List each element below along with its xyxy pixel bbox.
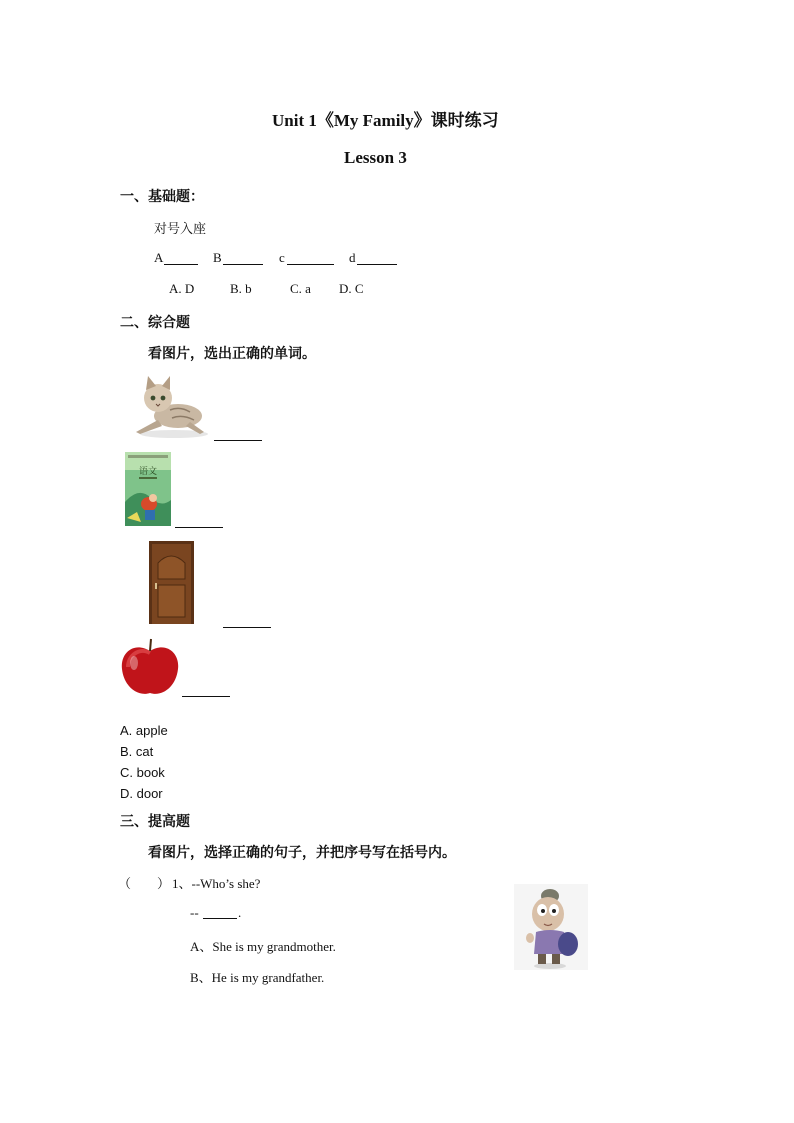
book-picture (125, 452, 171, 526)
blank-d-line[interactable] (357, 264, 397, 265)
choice-b: B. cat (120, 744, 154, 759)
section2-instruction: 看图片，选出正确的单词。 (148, 346, 316, 362)
section2-heading: 二、综合题 (120, 315, 190, 331)
question-1: 1、--Who’s she? (172, 876, 261, 891)
blank-a-line[interactable] (164, 264, 198, 265)
option-grandfather: B、He is my grandfather. (190, 970, 325, 985)
section1-heading: 一、基础题： (120, 189, 204, 205)
answer-blank-line[interactable] (203, 918, 237, 919)
option-a: A. D (169, 281, 195, 296)
answer-bracket[interactable]: （ ） (118, 877, 171, 892)
door-picture (149, 541, 194, 624)
lesson-title: Lesson 3 (344, 148, 407, 167)
section3-heading: 三、提高题 (120, 814, 190, 830)
option-d: D. C (339, 281, 364, 296)
apple-picture (120, 639, 180, 697)
blank-b-label: B (213, 250, 222, 265)
section1-instruction: 对号入座 (154, 222, 207, 237)
blank-c-label: c (279, 250, 285, 265)
answer-suffix: . (238, 905, 242, 920)
option-b: B. b (230, 281, 252, 296)
choice-c: C. book (120, 765, 165, 780)
blank-d-label: d (349, 250, 356, 265)
choice-d: D. door (120, 786, 163, 801)
apple-answer-line[interactable] (182, 696, 230, 697)
option-grandmother: A、She is my grandmother. (190, 939, 336, 954)
cat-picture (130, 376, 210, 440)
blank-a-label: A (154, 250, 164, 265)
book-answer-line[interactable] (175, 527, 223, 528)
cat-answer-line[interactable] (214, 440, 262, 441)
blank-b-line[interactable] (223, 264, 263, 265)
grandmother-picture (514, 884, 588, 970)
blank-c-line[interactable] (287, 264, 334, 265)
page-title: Unit 1《My Family》课时练习 (272, 111, 499, 130)
option-c: C. a (290, 281, 311, 296)
door-answer-line[interactable] (223, 627, 271, 628)
book-cover-title: 语文 (138, 467, 158, 477)
section3-instruction: 看图片，选择正确的句子，并把序号写在括号内。 (148, 845, 456, 861)
answer-prefix: -- (190, 905, 199, 920)
choice-a: A. apple (120, 723, 168, 738)
